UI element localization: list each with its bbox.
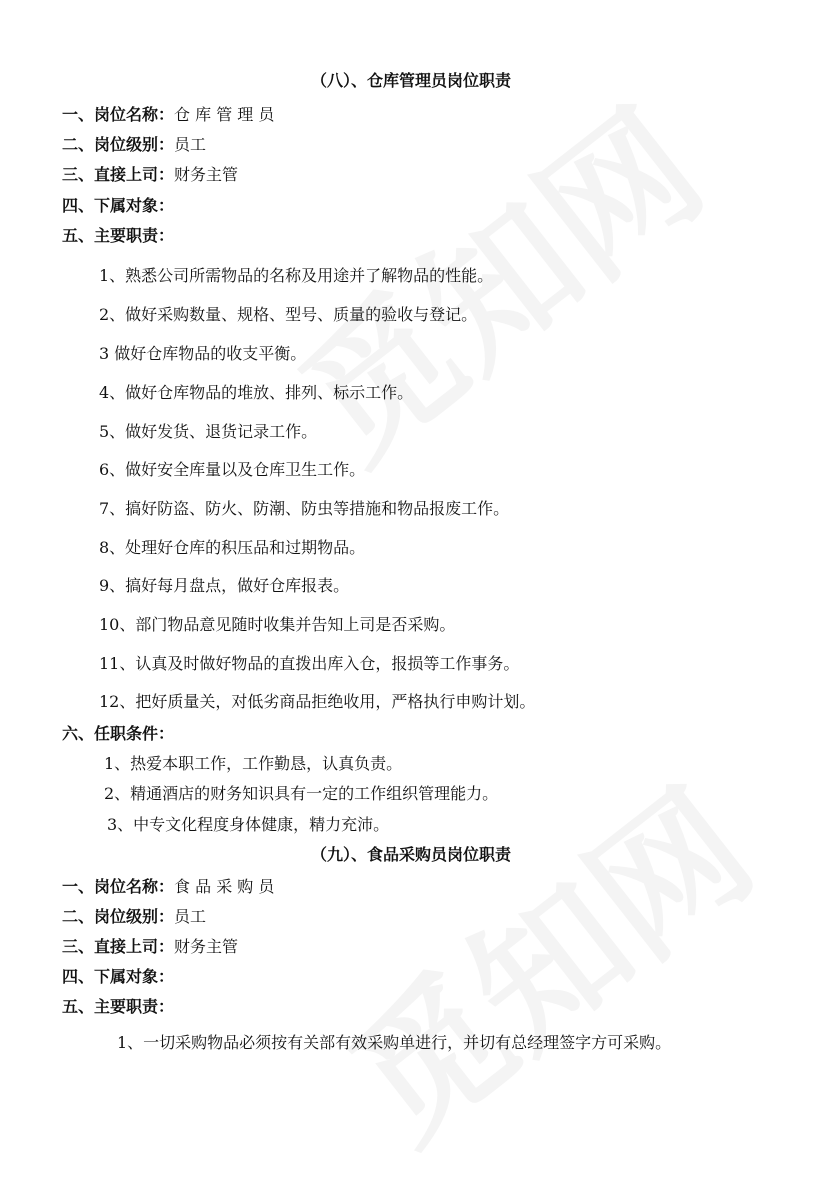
requirement-item: 2、精通酒店的财务知识具有一定的工作组织管理能力。	[104, 784, 499, 803]
field-label: 四、下属对象：	[62, 196, 175, 215]
field-value: 财务主管	[174, 165, 239, 184]
field-label: 五、主要职责：	[62, 226, 175, 245]
duty-item: 6、做好安全库量以及仓库卫生工作。	[99, 460, 366, 479]
field-row	[62, 105, 274, 125]
field-row	[62, 967, 174, 987]
field-row	[62, 165, 238, 185]
duty-item: 4、做好仓库物品的堆放、排列、标示工作。	[99, 383, 414, 402]
field-value: 食 品 采 购 员	[174, 877, 275, 896]
field-label: 六、任职条件：	[62, 724, 175, 743]
field-row	[62, 997, 174, 1017]
field-value: 财务主管	[174, 937, 239, 956]
duty-item: 12、把好质量关，对低劣商品拒绝收用，严格执行申购计划。	[99, 692, 536, 711]
field-label: 三、直接上司：	[62, 937, 175, 956]
duty-item: 8、处理好仓库的积压品和过期物品。	[99, 538, 366, 557]
field-label: 一、岗位名称：	[62, 105, 175, 124]
field-label: 二、岗位级别：	[62, 907, 175, 926]
duty-item: 1、一切采购物品必须按有关部有效采购单进行，并切有总经理签字方可采购。	[117, 1033, 672, 1052]
duty-item: 1、熟悉公司所需物品的名称及用途并了解物品的性能。	[99, 266, 494, 285]
field-row	[62, 877, 274, 897]
field-row	[62, 937, 238, 957]
duty-item: 3 做好仓库物品的收支平衡。	[99, 344, 307, 363]
duty-item: 9、搞好每月盘点，做好仓库报表。	[99, 576, 350, 595]
duty-item: 10、部门物品意见随时收集并告知上司是否采购。	[99, 615, 456, 634]
duty-item: 5、做好发货、退货记录工作。	[99, 422, 318, 441]
field-row	[62, 907, 206, 927]
duty-item: 7、搞好防盗、防火、防潮、防虫等措施和物品报废工作。	[99, 499, 510, 518]
field-row	[62, 196, 174, 216]
field-row	[62, 226, 174, 246]
field-value: 仓 库 管 理 员	[174, 105, 275, 124]
field-value: 员工	[174, 907, 207, 926]
section-title: （八）、仓库管理员岗位职责	[311, 71, 512, 90]
field-label: 二、岗位级别：	[62, 135, 175, 154]
requirement-item: 1、热爱本职工作，工作勤恳，认真负责。	[104, 754, 403, 773]
field-label: 四、下属对象：	[62, 967, 175, 986]
duty-item: 2、做好采购数量、规格、型号、质量的验收与登记。	[99, 305, 478, 324]
field-row	[62, 135, 206, 155]
requirement-item: 3、中专文化程度身体健康，精力充沛。	[107, 815, 390, 834]
field-label: 五、主要职责：	[62, 997, 175, 1016]
section-title: （九）、食品采购员岗位职责	[311, 845, 512, 864]
field-label: 三、直接上司：	[62, 165, 175, 184]
requirements-heading	[62, 724, 174, 744]
field-label: 一、岗位名称：	[62, 877, 175, 896]
field-value: 员工	[174, 135, 207, 154]
duty-item: 11、认真及时做好物品的直拨出库入仓，报损等工作事务。	[99, 654, 520, 673]
